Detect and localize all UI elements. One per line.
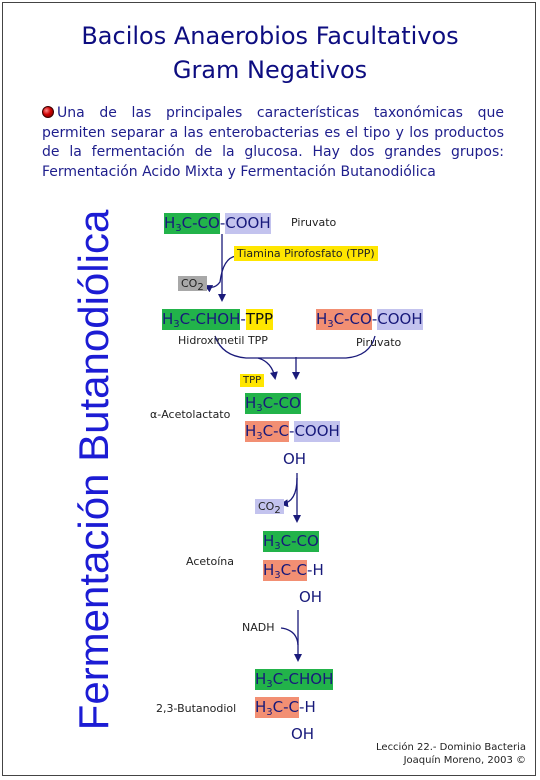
slide-title-line2: Gram Negativos — [172, 56, 368, 84]
vertical-title: Fermentación Butanodiólica — [70, 209, 117, 731]
intro-text: Una de las principales características taxonómicas que permiten separar a las enterobacterias es el tipo y los productos de la fermentación de la glucosa. Hay dos grandes grupos: Fermentación Acido Mixta y Fermentación Butanodiólica — [42, 105, 504, 180]
pyruvate-right-formula: H3C-CO-COOH — [316, 310, 423, 330]
hydroxymethyl-tpp-label: Hidroximetil TPP — [178, 334, 268, 347]
acetolactate-label: α-Acetolactato — [150, 408, 231, 421]
acetoin-label: Acetoína — [186, 555, 234, 568]
pyruvate-top-formula: H3C-CO-COOH — [164, 214, 271, 234]
tpp-small-label: TPP — [240, 374, 264, 387]
slide-footer — [376, 741, 526, 767]
acetoin-oh: OH — [299, 588, 323, 606]
butanediol-row1: H3C-CHOH — [255, 670, 334, 690]
hydroxymethyl-tpp-formula: H3C-CHOH-TPP — [162, 310, 274, 330]
footer-line2: Joaquín Moreno, 2003 © — [403, 755, 526, 766]
tpp-label: Tiamina Pirofosfato (TPP) — [234, 246, 378, 261]
acetoin-row2: H3C-C-H — [263, 561, 324, 581]
co2-mid-label: CO2 — [255, 499, 284, 514]
pyruvate-right-label: Piruvato — [356, 336, 402, 349]
footer-line1: Lección 22.- Dominio Bacteria — [376, 742, 526, 753]
acetoin-row1: H3C-CO — [263, 532, 319, 552]
acetolactate-row2: H3C-C-COOH — [245, 422, 340, 442]
butanediol-row2: H3C-C-H — [255, 698, 316, 718]
nadh-label: NADH — [242, 621, 275, 634]
acetolactate-oh: OH — [283, 450, 307, 468]
butanediol-oh: OH — [291, 725, 315, 743]
co2-top-label: CO2 — [178, 276, 207, 291]
acetolactate-row1: H3C-CO — [245, 394, 301, 414]
pyruvate-top-label: Piruvato — [291, 216, 337, 229]
slide-title-line1: Bacilos Anaerobios Facultativos — [81, 22, 459, 50]
butanediol-label: 2,3-Butanodiol — [156, 702, 237, 715]
